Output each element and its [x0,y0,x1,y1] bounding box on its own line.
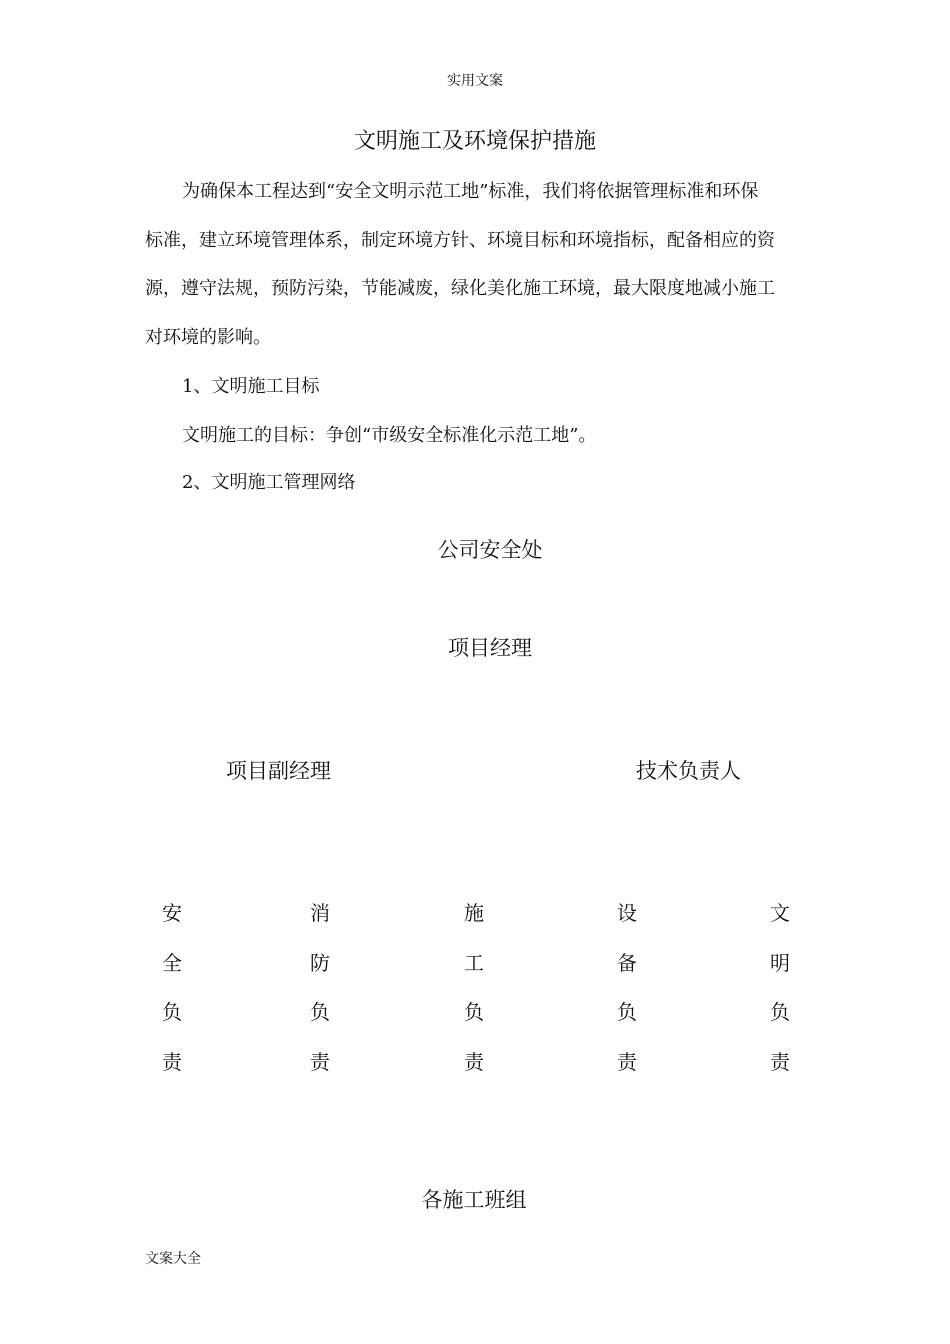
page-footer: 文案大全 [145,1251,201,1267]
col-fire-char-1: 消 [310,901,330,925]
col-construction-char-3: 负 [464,1000,484,1024]
col-fire-char-3: 负 [310,1000,330,1024]
section-1-heading: 1、文明施工目标 [182,376,320,397]
col-fire-char-2: 防 [310,951,330,975]
col-fire-char-4: 责 [310,1050,330,1074]
org-level-company-safety: 公司安全处 [437,538,543,562]
org-level-project-manager: 项目经理 [448,636,532,660]
document-title: 文明施工及环境保护措施 [353,129,596,154]
col-equipment-char-3: 负 [617,1000,637,1024]
col-equipment-char-4: 责 [617,1050,637,1074]
intro-line-2: 标准，建立环境管理体系，制定环境方针、环境目标和环境指标，配备相应的资 [145,229,775,251]
intro-line-3: 源，遵守法规，预防污染，节能减废，绿化美化施工环境，最大限度地减小施工 [145,278,775,299]
page-header: 实用文案 [447,73,503,89]
intro-line-1: 为确保本工程达到“安全文明示范工地”标准，我们将依据管理标准和环保 [182,181,759,202]
org-level-work-teams: 各施工班组 [421,1188,527,1212]
col-equipment-char-2: 备 [617,951,637,975]
org-level-deputy-manager: 项目副经理 [226,759,331,783]
intro-line-4: 对环境的影响。 [145,326,271,348]
section-2-heading: 2、文明施工管理网络 [182,472,356,493]
col-civilized-char-1: 文 [770,901,790,925]
col-construction-char-2: 工 [464,951,484,975]
col-safety-char-1: 安 [162,901,182,925]
col-construction-char-1: 施 [464,901,484,925]
section-1-text: 文明施工的目标：争创“市级安全标准化示范工地”。 [182,425,597,446]
col-construction-char-4: 责 [464,1050,484,1074]
col-civilized-char-3: 负 [770,1000,790,1024]
col-civilized-char-4: 责 [770,1050,790,1074]
col-safety-char-2: 全 [162,951,182,975]
org-level-technical-lead: 技术负责人 [636,759,741,783]
col-safety-char-4: 责 [162,1050,182,1074]
col-safety-char-3: 负 [162,1000,182,1024]
intro-paragraph [145,168,815,362]
col-civilized-char-2: 明 [770,951,790,975]
col-equipment-char-1: 设 [617,901,637,925]
